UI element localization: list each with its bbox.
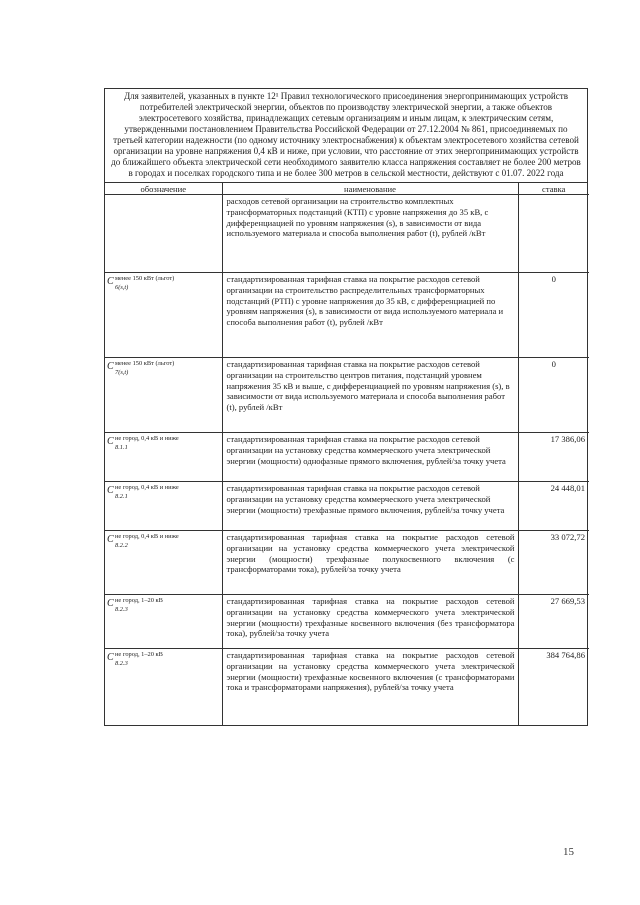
rate-cell: 24 448,01 [518, 482, 589, 531]
name-cell: стандартизированная тарифная ставка на покрытие расходов сетевой организации на строительство центров питания, подстанций уровнем напряжения 35 кВ и выше, с дифференциацией по уровням напряжения (s), в зависимости от вида используемого материала и способа выполнения работ (t), рублей /кВт [222, 358, 518, 433]
table-row [105, 195, 589, 273]
table-row [105, 273, 589, 358]
symbol-superscript: не город, 0,4 кВ и ниже [115, 533, 179, 540]
header-code: обозначение [105, 183, 222, 195]
table-row [105, 433, 589, 482]
name-cell: стандартизированная тарифная ставка на покрытие расходов сетевой организации на установку средства коммерческого учета электрической энергии (мощности) однофазные прямого включения, рублей/за точку учета [222, 433, 518, 482]
symbol-superscript: не город, 0,4 кВ и ниже [115, 484, 179, 491]
table-row [105, 595, 589, 649]
symbol-subscript: 7(s,t) [115, 369, 129, 376]
code-cell [105, 482, 222, 531]
table-caption: Для заявителей, указанных в пункте 12¹ Правил технологического присоединения энергопринимающих устройств потребителей электрической энергии, объектов по производству электрической энергии, а также объектов электросетевого хозяйства, принадлежащих сетевым организациям и иным лицам, к электрическим сетям, утвержденными постановлением Правительства Российской Федерации от 27.12.2004 № 861, присоединяемых по третьей категории надежности (по одному источнику электроснабжения) к объектам электросетевого хозяйства сетевой организации на уровне напряжения 0,4 кВ и ниже, при условии, что расстояние от этих энергопринимающих устройств до ближайшего объекта электрической сети необходимого заявителю класса напряжения составляет не более 200 метров в городах и поселках городского типа и не более 300 метров в сельской местности, действуют с 01.07. 2022 года [105, 89, 587, 183]
symbol-subscript: 6(s,t) [115, 284, 129, 291]
name-cell: расходов сетевой организации на строительство комплектных трансформаторных подстанций (КТП) с уровне напряжения до 35 кВ, с дифференциацией по уровням напряжения (s), в зависимости от вида используемого материала и способа выполнения работ (t), рублей /кВт [222, 195, 518, 273]
symbol-subscript: 8.2.3 [115, 606, 128, 613]
table-row [105, 358, 589, 433]
tariff-symbol: C не город, 0,4 кВ и ниже 8.2.2 [107, 533, 179, 549]
name-cell: стандартизированная тарифная ставка на покрытие расходов сетевой организации на установку средства коммерческого учета электрической энергии (мощности) трехфазные косвенного включения (с трансформаторами тока и трансформаторами напряжения), рублей/за точку учета [222, 649, 518, 725]
tariff-table [105, 183, 589, 725]
tariff-symbol: C не город, 0,4 кВ и ниже 8.1.1 [107, 435, 179, 451]
tariff-symbol: C не город, 1–20 кВ 8.2.3 [107, 651, 163, 667]
name-cell: стандартизированная тарифная ставка на покрытие расходов сетевой организации на установку средства коммерческого учета электрической энергии (мощности) трехфазные прямого включения, рублей/за точку учета [222, 482, 518, 531]
rate-cell [518, 195, 589, 273]
rate-cell: 0 [518, 273, 589, 358]
symbol-subscript: 8.2.2 [115, 542, 128, 549]
symbol-superscript: менее 150 кВт (льгот) [115, 275, 175, 282]
table-row [105, 482, 589, 531]
symbol-superscript: не город, 1–20 кВ [115, 597, 163, 604]
rate-cell: 27 669,53 [518, 595, 589, 649]
page-number: 15 [563, 846, 574, 858]
code-cell [105, 358, 222, 433]
code-cell [105, 649, 222, 725]
symbol-subscript: 8.1.1 [115, 444, 128, 451]
table-header-row [105, 183, 589, 195]
rate-cell: 384 764,86 [546, 650, 585, 660]
tariff-symbol: C менее 150 кВт (льгот) 7(s,t) [107, 360, 175, 376]
symbol-superscript: не город, 1–20 кВ [115, 651, 163, 658]
name-cell: стандартизированная тарифная ставка на покрытие расходов сетевой организации на строительство распределительных трансформаторных подстанций (РТП) с уровне напряжения до 35 кВ, с дифференциацией по уровням напряжения (s), в зависимости от вида используемого материала и способа выполнения работ (t), рублей /кВт [222, 273, 518, 358]
table-row [105, 649, 589, 725]
rate-cell: 0 [518, 358, 589, 433]
table-row [105, 531, 589, 595]
code-cell [105, 531, 222, 595]
name-cell: стандартизированная тарифная ставка на покрытие расходов сетевой организации на установку средства коммерческого учета электрической энергии (мощности) трехфазные полукосвенного включения (с трансформаторами тока), рублей/за точку учета [222, 531, 518, 595]
tariff-symbol: C менее 150 кВт (льгот) 6(s,t) [107, 275, 175, 291]
code-cell [105, 433, 222, 482]
code-cell [105, 195, 222, 273]
header-name: наименование [222, 183, 518, 195]
name-cell: стандартизированная тарифная ставка на покрытие расходов сетевой организации на установку средства коммерческого учета электрической энергии (мощности) трехфазные косвенного включения (без трансформатора тока), рублей/за точку учета [222, 595, 518, 649]
symbol-subscript: 8.2.3 [115, 660, 128, 667]
symbol-superscript: менее 150 кВт (льгот) [115, 360, 175, 367]
code-cell [105, 273, 222, 358]
tariff-document [104, 88, 588, 726]
symbol-subscript: 8.2.1 [115, 493, 128, 500]
header-rate: ставка [518, 183, 589, 195]
tariff-symbol: C не город, 0,4 кВ и ниже 8.2.1 [107, 484, 179, 500]
rate-cell: 33 072,72 [518, 531, 589, 595]
code-cell [105, 595, 222, 649]
symbol-superscript: не город, 0,4 кВ и ниже [115, 435, 179, 442]
tariff-symbol: C не город, 1–20 кВ 8.2.3 [107, 597, 163, 613]
rate-cell: 17 386,06 [518, 433, 589, 482]
